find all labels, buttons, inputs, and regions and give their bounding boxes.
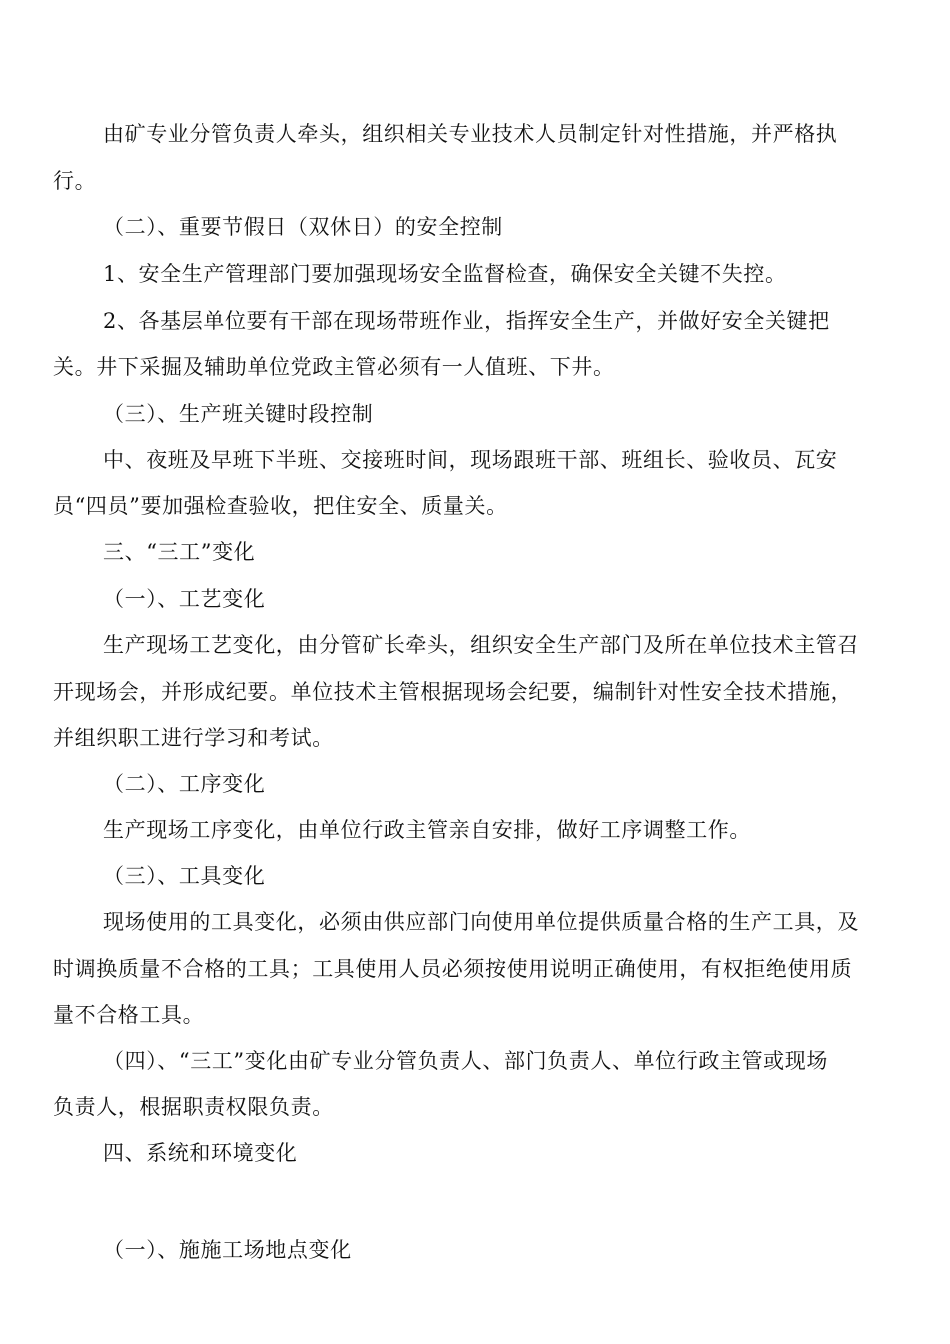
paragraph-line: 开现场会，并形成纪要。单位技术主管根据现场会纪要，编制针对性安全技术措施， <box>53 680 853 704</box>
paragraph-line: 并组织职工进行学习和考试。 <box>53 726 334 750</box>
section-heading: 三、“三工”变化 <box>103 540 256 564</box>
paragraph-line: 时调换质量不合格的工具；工具使用人员必须按使用说明正确使用，有权拒绝使用质 <box>53 957 853 981</box>
section-heading: （三）、生产班关键时段控制 <box>103 402 374 426</box>
paragraph-line: 负责人，根据职责权限负责。 <box>53 1095 334 1119</box>
paragraph-line: 由矿专业分管负责人牵头，组织相关专业技术人员制定针对性措施，并严格执 <box>103 122 838 146</box>
paragraph-line: 行。 <box>53 169 97 193</box>
section-heading: （三）、工具变化 <box>103 864 266 888</box>
paragraph-line: 量不合格工具。 <box>53 1003 205 1027</box>
paragraph-line: 关。井下采掘及辅助单位党政主管必须有一人值班、下井。 <box>53 355 615 379</box>
paragraph-line: （四）、“三工”变化由矿专业分管负责人、部门负责人、单位行政主管或现场 <box>103 1049 828 1073</box>
paragraph-line: 生产现场工艺变化，由分管矿长牵头，组织安全生产部门及所在单位技术主管召 <box>103 633 859 657</box>
paragraph-line: 中、夜班及早班下半班、交接班时间，现场跟班干部、班组长、验收员、瓦安 <box>103 448 838 472</box>
section-heading: （一）、工艺变化 <box>103 587 266 611</box>
section-heading: （二）、工序变化 <box>103 772 266 796</box>
paragraph-line: 生产现场工序变化，由单位行政主管亲自安排，做好工序调整工作。 <box>103 818 751 842</box>
paragraph-line: 2、各基层单位要有干部在现场带班作业，指挥安全生产，并做好安全关键把 <box>103 309 830 333</box>
section-heading: 四、系统和环境变化 <box>103 1141 298 1165</box>
paragraph-line: 现场使用的工具变化，必须由供应部门向使用单位提供质量合格的生产工具，及 <box>103 910 859 934</box>
section-heading: （二）、重要节假日（双休日）的安全控制 <box>103 215 503 239</box>
paragraph-line: 1、安全生产管理部门要加强现场安全监督检查，确保安全关键不失控。 <box>103 262 787 286</box>
paragraph-line: 员“四员”要加强检查验收，把住安全、质量关。 <box>53 494 508 518</box>
section-heading: （一）、施施工场地点变化 <box>103 1238 352 1262</box>
